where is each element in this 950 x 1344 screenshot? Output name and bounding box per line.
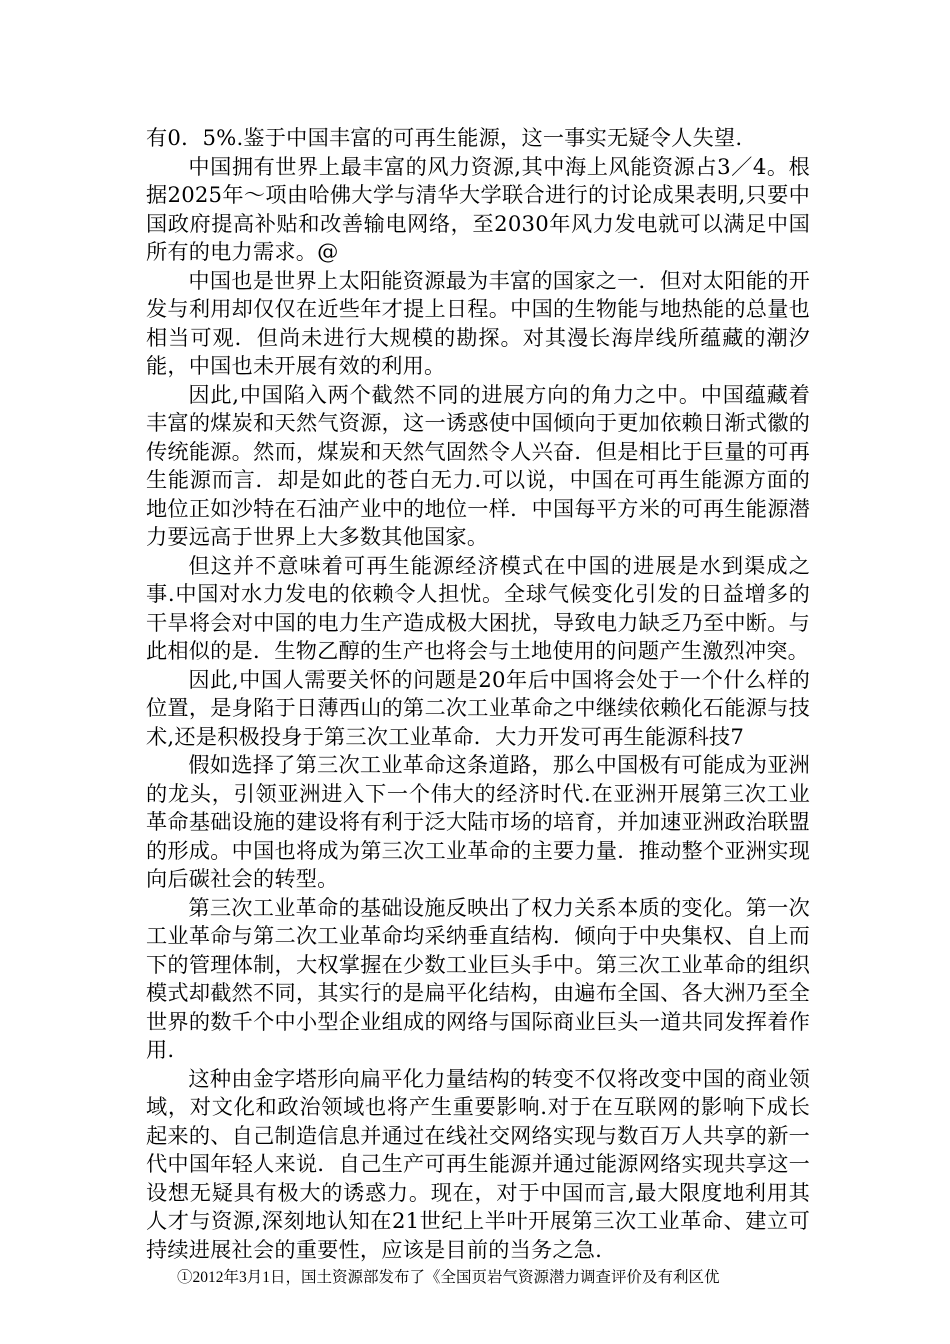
paragraph-flat-structure: 这种由金字塔形向扁平化力量结构的转变不仅将改变中国的商业领域，对文化和政治领域也将产生重要影响.对于在互联网的影响下成长起来的、自己制造信息并通过在线社交网络实现与数百万人共享的新一代中国年轻人来说．自己生产可再生能源并通过能源网络实现共享这一设想无疑具有极大的诱惑力。现在，对于中国而言,最大限度地利用其人才与资源,深刻地认知在21世纪上半叶开展第三次工业革命、建立可持续进展社会的重要性，应该是目前的当务之急. [146,1065,810,1262]
paragraph-continuation: 有0．5%.鉴于中国丰富的可再生能源，这一事实无疑令人失望. [146,125,743,150]
paragraph-solar-resources: 中国也是世界上太阳能资源最为丰富的国家之一．但对太阳能的开发与利用却仅仅在近些年才提上日程。中国的生物能与地热能的总量也相当可观．但尚未进行大规模的勘探。对其漫长海岸线所蕴藏的潮汐能，中国也未开展有效的利用。 [146,267,810,378]
paragraph-wind-resources: 中国拥有世界上最丰富的风力资源,其中海上风能资源占3／4。根据2025年～项由哈佛大学与清华大学联合进行的讨论成果表明,只要中国政府提高补贴和改善输电网络，至2030年风力发电就可以满足中国所有的电力需求。@ [146,153,810,264]
paragraph-power-structure: 第三次工业革命的基础设施反映出了权力关系本质的变化。第一次工业革命与第二次工业革命均采纳垂直结构．倾向于中央集权、自上而下的管理体制，大权掌握在少数工业巨头手中。第三次工业革命的组织模式却截然不同，其实行的是扁平化结构，由遍布全国、各大洲乃至全世界的数千个中小型企业组成的网络与国际商业巨头一道共同发挥着作用. [146,894,810,1062]
footnote: ①2012年3月1日，国土资源部发布了《全国页岩气资源潜力调查评价及有利区优 [177,1269,720,1286]
paragraph-future-question: 因此,中国人需要关怀的问题是20年后中国将会处于一个什么样的位置，是身陷于日薄西山的第二次工业革命之中继续依赖化石能源与技术,还是积极投身于第三次工业革命．大力开发可再生能源科技7 [146,666,810,749]
paragraph-two-directions: 因此,中国陷入两个截然不同的进展方向的角力之中。中国蕴藏着丰富的煤炭和天然气资源，这一诱惑使中国倾向于更加依赖日渐式徽的传统能源。然而，煤炭和天然气固然令人兴奋．但是相比于巨量的可再生能源而言．却是如此的苍白无力.可以说，中国在可再生能源方面的地位正如沙特在石油产业中的地位一样．中国每平方米的可再生能源潜力要远高于世界上大多数其他国家。 [146,381,810,549]
paragraph-asia-leader: 假如选择了第三次工业革命这条道路，那么中国极有可能成为亚洲的龙头，引领亚洲进入下一个伟大的经济时代.在亚洲开展第三次工业革命基础设施的建设将有利于泛大陆市场的培育，并加速亚洲政治联盟的形成。中国也将成为第三次工业革命的主要力量．推动整个亚洲实现向后碳社会的转型。 [146,752,810,891]
document-page [146,124,810,1289]
paragraph-hydro-concerns: 但这并不意味着可再生能源经济模式在中国的进展是水到渠成之事.中国对水力发电的依赖令人担忧。全球气候变化引发的日益增多的干旱将会对中国的电力生产造成极大困扰，导致电力缺乏乃至中断。与此相似的是．生物乙醇的生产也将会与土地使用的问题产生激烈冲突。 [146,552,810,663]
